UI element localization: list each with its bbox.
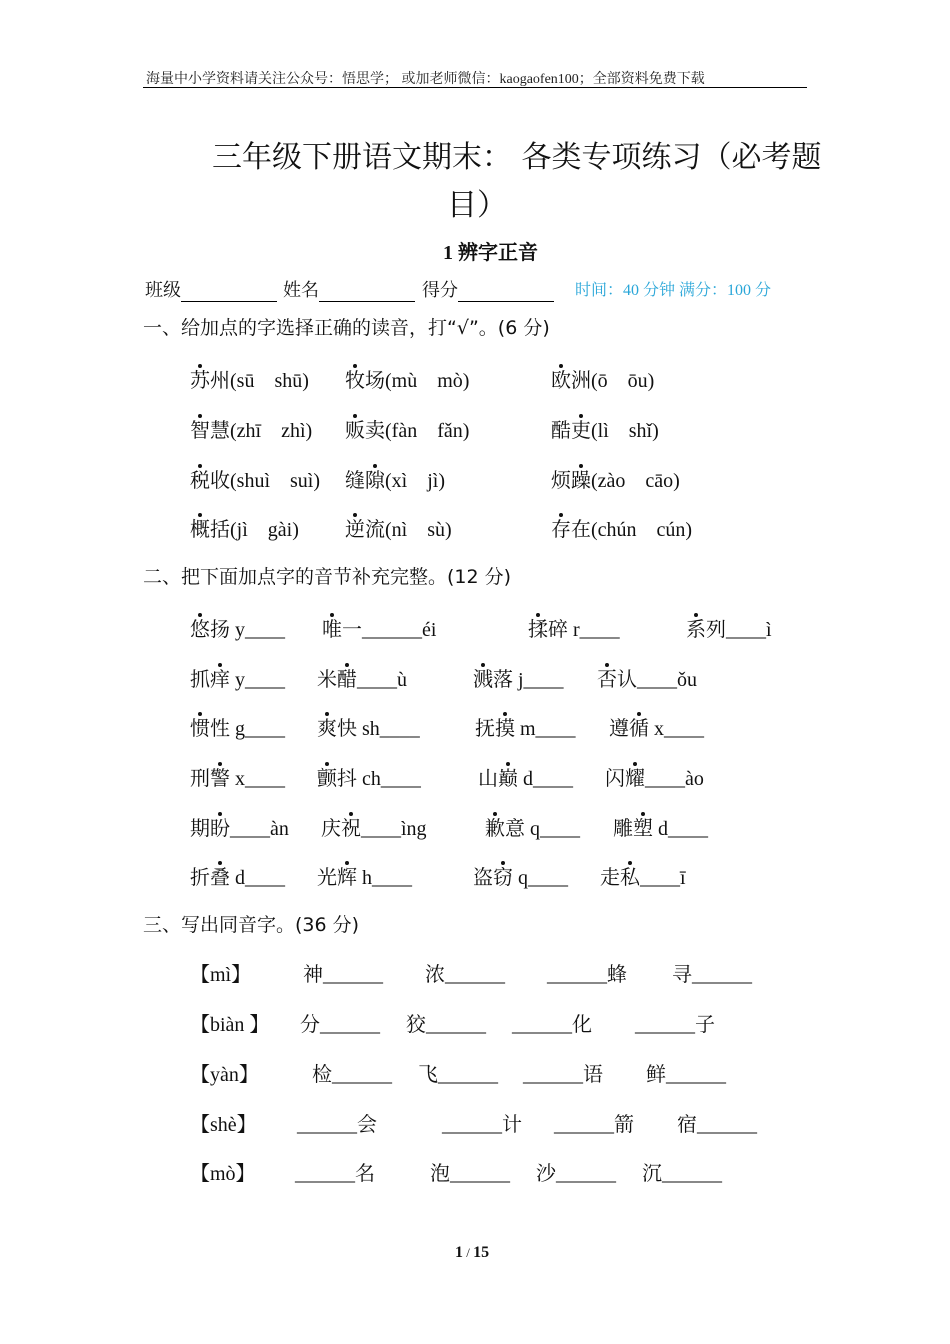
item-prefix: 折: [190, 867, 210, 889]
item-pinyin: x____: [230, 768, 285, 790]
item-pinyin: 括(jì gài): [210, 519, 299, 541]
syllable-fill[interactable]: [473, 663, 564, 692]
item-pinyin: d____: [230, 867, 285, 889]
section3-heading: 三、写出同音字。(36 分): [143, 914, 360, 936]
exercise-item: [190, 370, 309, 392]
exercise-item: [317, 768, 421, 790]
dotted-character: 叠: [210, 867, 230, 889]
homophone-blank[interactable]: 飞______: [418, 1064, 498, 1086]
item-pinyin: (xì jì): [385, 470, 445, 492]
item-pinyin: ____ào: [645, 768, 704, 790]
item-pinyin: 在(chún cún): [571, 519, 693, 541]
exercise-item: [345, 470, 445, 492]
reading-choice[interactable]: [345, 414, 469, 443]
item-prefix: 抚: [475, 718, 495, 740]
dotted-character: 痒: [210, 669, 230, 691]
exercise-item: [345, 519, 452, 541]
exercise-item: [190, 867, 285, 889]
exercise-item: [345, 370, 469, 392]
syllable-fill[interactable]: [321, 812, 427, 841]
syllable-fill[interactable]: [597, 663, 697, 692]
dotted-character: 概: [190, 519, 210, 541]
reading-choice[interactable]: [190, 364, 309, 393]
exercise-item: [190, 669, 285, 691]
dotted-character: 智: [190, 420, 210, 442]
name-blank[interactable]: [319, 283, 415, 302]
section1-heading: 一、给加点的字选择正确的读音，打“√”。(6 分): [143, 317, 550, 339]
item-pinyin: m____: [515, 718, 576, 740]
homophone-blank[interactable]: 狡______: [406, 1014, 486, 1036]
item-prefix: 雕: [613, 818, 633, 840]
exercise-item: [473, 669, 564, 691]
homophone-blank[interactable]: ______语: [523, 1064, 603, 1086]
homophone-blank[interactable]: 沙______: [536, 1163, 616, 1185]
item-prefix: 抓: [190, 669, 210, 691]
score-field: [422, 276, 554, 302]
exercise-item: [475, 718, 576, 740]
dotted-character: 吏: [571, 420, 591, 442]
reading-choice[interactable]: [345, 364, 469, 393]
dotted-character: 否: [597, 669, 617, 691]
item-prefix: 庆: [321, 818, 341, 840]
item-pinyin: 落 j____: [493, 669, 564, 691]
reading-choice[interactable]: [551, 364, 654, 393]
dotted-character: 醋: [337, 669, 357, 691]
syllable-fill[interactable]: [600, 861, 686, 890]
homophone-blank[interactable]: ______蜂: [547, 964, 627, 986]
syllable-fill[interactable]: [190, 663, 285, 692]
time-info: 时间：40 分钟 满分：100 分: [575, 282, 772, 299]
syllable-fill[interactable]: [322, 613, 436, 642]
class-field: [145, 276, 277, 302]
exercise-item: [551, 420, 659, 442]
dotted-character: 窃: [493, 867, 513, 889]
exercise-item: [473, 867, 568, 889]
homophone-blank[interactable]: 泡______: [430, 1163, 510, 1185]
item-pinyin: ____ù: [357, 669, 407, 691]
item-pinyin: d____: [518, 768, 573, 790]
item-pinyin: 州(sū shū): [210, 370, 309, 392]
item-prefix: 缝: [345, 470, 365, 492]
syllable-fill[interactable]: [485, 812, 580, 841]
item-pinyin: 列____ì: [706, 619, 772, 641]
page-number: [455, 1244, 489, 1262]
dotted-character: 塑: [633, 818, 653, 840]
syllable-fill[interactable]: [475, 712, 576, 741]
item-prefix: 闪: [605, 768, 625, 790]
total-pages: 15: [473, 1244, 490, 1261]
item-prefix: 走: [600, 867, 620, 889]
exercise-item: [600, 867, 686, 889]
reading-choice[interactable]: [551, 513, 692, 542]
homophone-blank[interactable]: ______箭: [554, 1114, 634, 1136]
class-label: 班级: [145, 280, 181, 300]
dotted-character: 私: [620, 867, 640, 889]
item-pinyin: x____: [649, 718, 704, 740]
item-pinyin: 卖(fàn fǎn): [365, 420, 470, 442]
dotted-character: 苏: [190, 370, 210, 392]
homophone-blank[interactable]: 检______: [312, 1064, 392, 1086]
item-pinyin: h____: [357, 867, 412, 889]
item-pinyin: q____: [513, 867, 568, 889]
item-pinyin: 抖 ch____: [337, 768, 421, 790]
syllable-fill[interactable]: [605, 762, 704, 791]
dotted-character: 耀: [625, 768, 645, 790]
exercise-item: [317, 669, 407, 691]
current-page: 1: [455, 1244, 463, 1261]
exercise-item: [190, 818, 289, 840]
homophone-blank[interactable]: 神______: [303, 964, 383, 986]
item-prefix: 刑: [190, 768, 210, 790]
item-prefix: 光: [317, 867, 337, 889]
homophone-blank[interactable]: ______化: [512, 1014, 592, 1036]
exercise-item: [551, 370, 654, 392]
exercise-item: [613, 818, 708, 840]
exercise-item: [485, 818, 580, 840]
class-blank[interactable]: [181, 283, 277, 302]
reading-choice[interactable]: [551, 414, 659, 443]
dotted-character: 盼: [210, 818, 230, 840]
homophone-blank[interactable]: 分______: [300, 1014, 380, 1036]
syllable-fill[interactable]: [478, 762, 573, 791]
item-pinyin: 快 sh____: [337, 718, 420, 740]
item-prefix: 酷: [551, 420, 571, 442]
homophone-blank[interactable]: 鲜______: [646, 1064, 726, 1086]
dotted-character: 贩: [345, 420, 365, 442]
exercise-item: [605, 768, 704, 790]
item-pinyin: 场(mù mò): [365, 370, 470, 392]
syllable-fill[interactable]: [317, 712, 420, 741]
reading-choice[interactable]: [345, 464, 445, 493]
dotted-character: 系: [686, 619, 706, 641]
item-prefix: 米: [317, 669, 337, 691]
item-prefix: 期: [190, 818, 210, 840]
dotted-character: 颤: [317, 768, 337, 790]
dotted-character: 躁: [571, 470, 591, 492]
dotted-character: 惯: [190, 718, 210, 740]
dotted-character: 牧: [345, 370, 365, 392]
name-field: [283, 276, 415, 302]
exercise-item: [317, 867, 412, 889]
item-pinyin: 流(nì sù): [365, 519, 452, 541]
exercise-item: [321, 818, 427, 840]
page-subtitle: 1 辨字正音: [443, 242, 538, 264]
exercise-item: [190, 768, 285, 790]
syllable-fill[interactable]: [317, 762, 421, 791]
reading-choice[interactable]: [190, 464, 320, 493]
syllable-fill[interactable]: [190, 861, 285, 890]
dotted-character: 揉: [528, 619, 548, 641]
page-title: 三年级下册语文期末： 各类专项练习（必考题: [212, 140, 822, 175]
homophone-blank[interactable]: 浓______: [425, 964, 505, 986]
exercise-item: [322, 619, 436, 641]
item-pinyin: y____: [230, 669, 285, 691]
item-pinyin: (zào cāo): [591, 470, 680, 492]
item-prefix: 烦: [551, 470, 571, 492]
item-pinyin: 扬 y____: [210, 619, 285, 641]
exercise-item: [190, 718, 285, 740]
exercise-item: [551, 470, 680, 492]
reading-choice[interactable]: [551, 464, 680, 493]
homophone-blank[interactable]: 沉______: [642, 1163, 722, 1185]
item-pinyin: ____ī: [640, 867, 686, 889]
dotted-character: 歉: [485, 818, 505, 840]
exercise-item: [478, 768, 573, 790]
item-pinyin: d____: [653, 818, 708, 840]
item-prefix: 遵: [609, 718, 629, 740]
dotted-character: 循: [629, 718, 649, 740]
exercise-item: [190, 420, 312, 442]
pinyin-label: 【shè】: [190, 1114, 257, 1136]
exercise-item: [190, 470, 320, 492]
reading-choice[interactable]: [190, 414, 312, 443]
homophone-blank[interactable]: ______子: [635, 1014, 715, 1036]
item-pinyin: 慧(zhī zhì): [210, 420, 313, 442]
dotted-character: 隙: [365, 470, 385, 492]
item-pinyin: 收(shuì suì): [210, 470, 320, 492]
syllable-fill[interactable]: [609, 712, 704, 741]
dotted-character: 悠: [190, 619, 210, 641]
dotted-character: 欧: [551, 370, 571, 392]
homophone-blank[interactable]: ______会: [297, 1114, 377, 1136]
pinyin-label: 【mò】: [190, 1163, 256, 1185]
reading-choice[interactable]: [190, 513, 299, 542]
item-pinyin: 洲(ō ōu): [571, 370, 655, 392]
homophone-blank[interactable]: 寻______: [672, 964, 752, 986]
item-pinyin: 性 g____: [210, 718, 285, 740]
header-divider: [143, 87, 807, 88]
homophone-blank[interactable]: 宿______: [677, 1114, 757, 1136]
dotted-character: 唯: [322, 619, 342, 641]
exercise-item: [686, 619, 772, 641]
exercise-item: [345, 420, 469, 442]
exercise-item: [597, 669, 697, 691]
syllable-fill[interactable]: [317, 663, 407, 692]
dotted-character: 税: [190, 470, 210, 492]
syllable-fill[interactable]: [190, 712, 285, 741]
syllable-fill[interactable]: [473, 861, 568, 890]
item-prefix: 山: [478, 768, 498, 790]
score-label: 得分: [422, 280, 458, 300]
item-pinyin: ____ìng: [361, 818, 427, 840]
dotted-character: 警: [210, 768, 230, 790]
item-pinyin: (lì shǐ): [591, 420, 659, 442]
page-title-continued: 目）: [447, 188, 507, 223]
syllable-fill[interactable]: [317, 861, 412, 890]
exercise-item: [190, 519, 299, 541]
syllable-fill[interactable]: [190, 812, 289, 841]
reading-choice[interactable]: [345, 513, 452, 542]
exercise-item: [317, 718, 420, 740]
item-pinyin: ____àn: [230, 818, 289, 840]
item-pinyin: 一______éi: [342, 619, 437, 641]
dotted-character: 爽: [317, 718, 337, 740]
syllable-fill[interactable]: [190, 613, 285, 642]
syllable-fill[interactable]: [613, 812, 708, 841]
dotted-character: 祝: [341, 818, 361, 840]
page-header-text: 海量中小学资料请关注公众号：悟思学； 或加老师微信：kaogaofen100；全部资料免费下载: [146, 72, 705, 87]
item-pinyin: 碎 r____: [548, 619, 620, 641]
exercise-item: [528, 619, 620, 641]
score-blank[interactable]: [458, 283, 554, 302]
exercise-item: [551, 519, 692, 541]
dotted-character: 摸: [495, 718, 515, 740]
pinyin-label: 【yàn】: [190, 1064, 259, 1086]
homophone-blank[interactable]: ______计: [442, 1114, 522, 1136]
exercise-item: [190, 619, 285, 641]
dotted-character: 溅: [473, 669, 493, 691]
dotted-character: 存: [551, 519, 571, 541]
page-separator: /: [463, 1245, 474, 1260]
dotted-character: 巅: [498, 768, 518, 790]
item-prefix: 盗: [473, 867, 493, 889]
name-label: 姓名: [283, 280, 319, 300]
dotted-character: 辉: [337, 867, 357, 889]
pinyin-label: 【mì】: [190, 964, 252, 986]
syllable-fill[interactable]: [686, 613, 772, 642]
item-pinyin: 认____ǒu: [617, 669, 697, 691]
section2-heading: 二、把下面加点字的音节补充完整。(12 分): [143, 566, 512, 588]
exercise-item: [609, 718, 704, 740]
syllable-fill[interactable]: [190, 762, 285, 791]
syllable-fill[interactable]: [528, 613, 620, 642]
pinyin-label: 【biàn 】: [190, 1014, 270, 1036]
dotted-character: 逆: [345, 519, 365, 541]
homophone-blank[interactable]: ______名: [295, 1163, 375, 1185]
item-pinyin: 意 q____: [505, 818, 580, 840]
